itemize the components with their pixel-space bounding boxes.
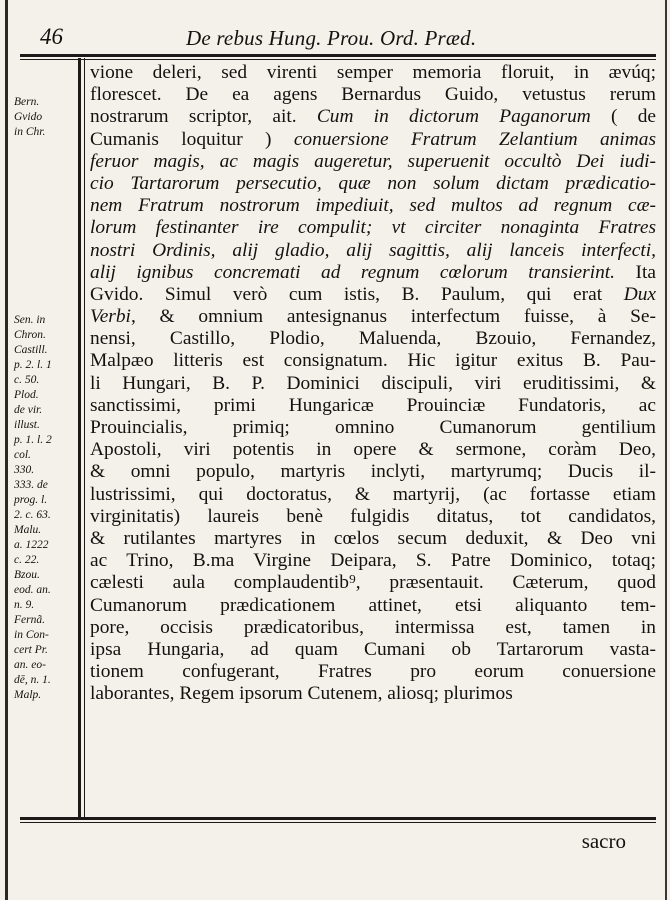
margin-note-line: Plod.: [14, 389, 39, 401]
margin-note-line: Chron.: [14, 329, 46, 341]
text-line: lorum festinanter ire compulit; vt circiter nonaginta Fratres: [90, 217, 656, 239]
text-line: virginitatis) laureis benè fulgidis ditatus, tot candidatos,: [90, 505, 656, 527]
margin-note-sources: [14, 313, 76, 703]
text-line: Prouincialis, primiq; omnino Cumanorum gentilium: [90, 417, 656, 438]
text-line: pore, occisis prædicatoribus, intermissa est, tamen in: [90, 616, 656, 638]
text-line: laborantes, Regem ipsorum Cutenem, aliosq; plurimos: [90, 683, 513, 705]
text-line: [90, 284, 656, 306]
margin-note-line: 330.: [14, 464, 35, 476]
margin-note-line: p. 2. l. 1: [14, 359, 52, 371]
text-line: li Hungari, B. P. Dominici discipuli, viri eruditissimi, &: [90, 372, 656, 394]
margin-note-line: de vir.: [14, 404, 43, 416]
margin-note-line: dē, n. 1.: [14, 674, 51, 686]
text-line: feruor magis, ac magis augeretur, superuenit occultò Dei iudi-: [90, 150, 656, 172]
margin-note-line: p. 1. l. 2: [14, 434, 52, 446]
text-line: [90, 262, 656, 284]
italic-quote: alij ignibus concremati ad regnum cœlorum transierint.: [90, 261, 616, 283]
margin-note-line: n. 9.: [14, 599, 35, 611]
text-line: Apostoli, viri potentis in opere & sermone, coràm Deo,: [90, 439, 656, 461]
margin-note-line: Malu.: [14, 524, 42, 536]
margin-note-line: in Con-: [14, 629, 49, 641]
catchword: sacro: [581, 829, 626, 853]
page-left-edge: [5, 0, 8, 900]
text-line: nem Fratrum nostrorum impediuit, sed multos ad regnum cæ-: [90, 195, 656, 217]
margin-note-line: prog. l.: [14, 494, 48, 506]
margin-rule: [78, 58, 81, 818]
text-line: & omni populo, martyris inclyti, martyrumq; Ducis il-: [90, 461, 656, 483]
margin-note-line: Gvido: [14, 111, 43, 123]
margin-note-line: Bzou.: [14, 569, 40, 581]
text-line: cio Tartarorum persecutio, quæ non solum dictam prædicatio-: [90, 172, 656, 194]
margin-note-line: Bern.: [14, 96, 40, 108]
page-header: [18, 22, 658, 52]
text-segment: Gvido. Simul verò cum istis, B. Paulum, qui erat: [90, 283, 624, 305]
text-line: lustrissimi, qui doctoratus, & martyrij, (ac fortasse etiam: [90, 483, 656, 505]
italic-quote: Dux: [623, 283, 656, 305]
text-segment: Ita: [615, 261, 656, 283]
margin-note-line: cert Pr.: [14, 644, 48, 656]
text-line: [90, 106, 656, 128]
page-right-edge: [665, 0, 667, 900]
body-text: [90, 62, 656, 705]
text-line: florescet. De ea agens Bernardus Guido, vetustus rerum: [90, 84, 656, 106]
margin-note-line: c. 22.: [14, 554, 40, 566]
italic-quote: conuersione Fratrum Zelantium animas: [293, 128, 656, 150]
text-line: [90, 129, 656, 151]
text-line: vione deleri, sed virenti semper memoria floruit, in ævúq;: [90, 62, 656, 83]
header-rule: [20, 54, 656, 57]
text-line: nensi, Castillo, Plodio, Maluenda, Bzouio, Fernandez,: [90, 328, 656, 350]
margin-note-line: an. eo-: [14, 659, 46, 671]
margin-note-line: c. 50.: [14, 374, 40, 386]
margin-note-line: Castill.: [14, 344, 48, 356]
text-line: ac Trino, B.ma Virgine Deipara, S. Patre Dominico, totaq;: [90, 550, 656, 572]
footer-rule: [20, 817, 656, 820]
margin-note-line: in Chr.: [14, 126, 46, 138]
margin-note-line: Sen. in: [14, 314, 46, 326]
page-number: 46: [40, 24, 63, 49]
margin-note-line: Fernã.: [14, 614, 45, 626]
italic-quote: Verbi: [90, 306, 131, 328]
footer-rule-thin: [20, 822, 656, 823]
text-line: tionem confugerant, Fratres pro eorum conuersione: [90, 661, 656, 683]
running-head: De rebus Hung. Prou. Ord. Præd.: [186, 26, 477, 50]
text-line: ipsa Hungaria, ad quam Cumani ob Tartarorum vasta-: [90, 638, 656, 660]
text-line: [90, 306, 656, 328]
header-rule-thin: [20, 59, 656, 60]
text-segment: , & omnium antesignanus interfectum fuisse, à Se-: [130, 306, 656, 328]
margin-note-line: Malp.: [14, 689, 42, 701]
margin-note-line: 333. de: [14, 479, 48, 491]
margin-note-line: illust.: [14, 419, 40, 431]
italic-quote: Cum in dictorum Paganorum: [316, 106, 591, 128]
text-line: sanctissimi, primi Hungaricæ Prouinciæ Fundatoris, ac: [90, 394, 656, 416]
text-line: & rutilantes martyres in cœlos secum deduxit, & Deo vni: [90, 527, 656, 549]
text-line: Malpæo litteris est consignatum. Hic igitur exitus B. Pau-: [90, 350, 656, 372]
text-line: cælesti aula complaudentib⁹, præsentauit. Cæterum, quod: [90, 572, 656, 594]
margin-note-bernard-guido: [14, 95, 76, 140]
margin-note-line: a. 1222: [14, 539, 49, 551]
margin-note-line: 2. c. 63.: [14, 509, 51, 521]
text-segment: nostrarum scriptor, ait.: [90, 106, 317, 128]
margin-rule-thin: [84, 58, 85, 818]
margin-note-line: col.: [14, 449, 31, 461]
text-line: nostri Ordinis, alij gladio, alij sagittis, alij lanceis interfecti,: [90, 239, 656, 261]
text-segment: Cumanis loquitur ): [90, 128, 294, 150]
text-line: Cumanorum prædicationem attinet, etsi aliquanto tem-: [90, 594, 656, 616]
margin-note-line: eod. an.: [14, 584, 51, 596]
text-segment: ( de: [590, 106, 656, 128]
